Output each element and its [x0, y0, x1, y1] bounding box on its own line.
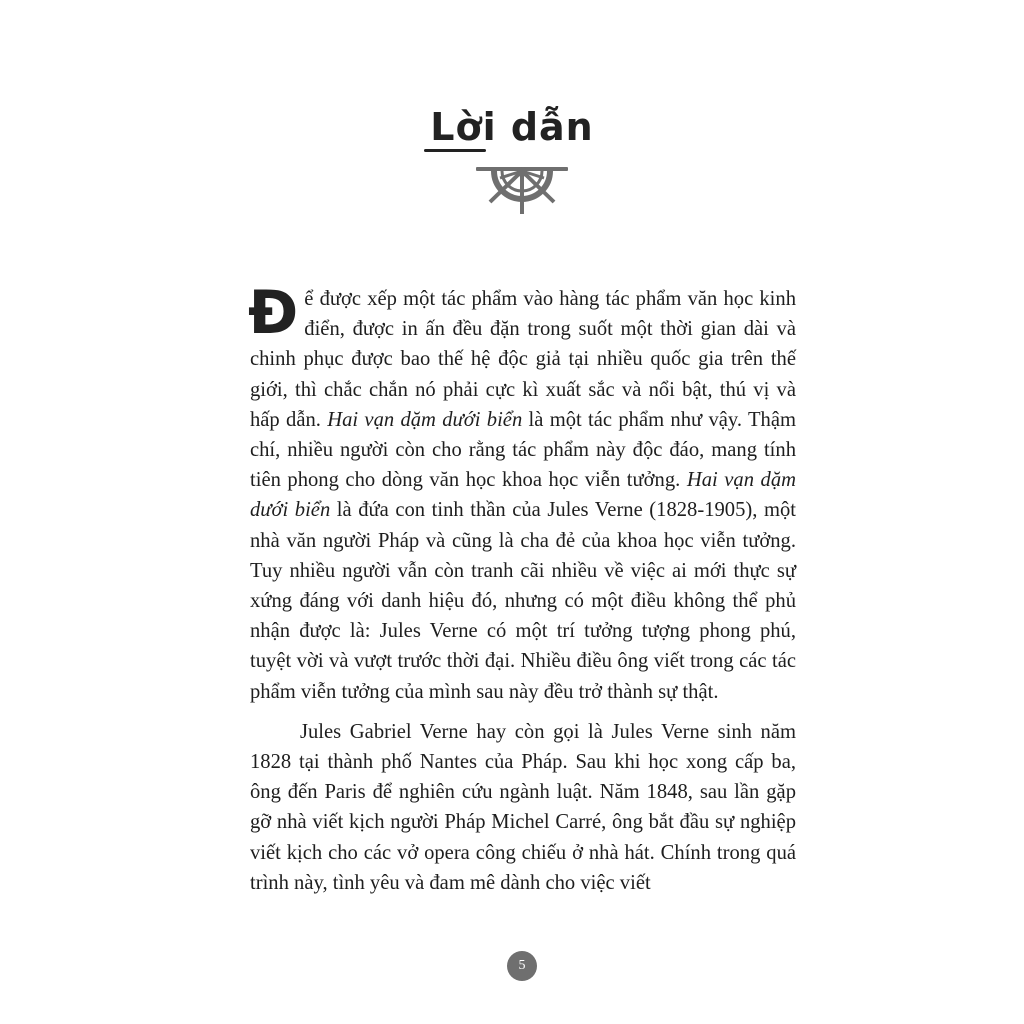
chapter-header: [0, 105, 1024, 149]
book-title-italic-1: Hai vạn dặm dưới biển: [327, 408, 523, 431]
book-title-italic-2: Hai vạn dặm dưới biển: [250, 469, 797, 522]
chapter-title-text: Lời dẫn: [430, 105, 594, 149]
paragraph-2: Jules Gabriel Verne hay còn gọi là Jules Verne sinh năm 1828 tại thành phố Nantes của Pháp. Sau khi học xong cấp ba, ông đến Paris để nghiên cứu ngành luật. Năm 1848, sau lần gặp gỡ nhà viết kịch người Pháp Michel Carré, ông bắt đầu sự nghiệp viết kịch cho các vở opera công chiếu ở nhà hát. Chính trong quá trình này, tình yêu và đam mê dành cho việc viết: [250, 720, 796, 894]
chapter-title: [430, 105, 594, 149]
title-underline: [424, 149, 486, 152]
paragraph-1-text-c: là đứa con tinh thần của Jules Verne (1828-1905), một nhà văn người Pháp và cũng là cha đẻ của khoa học viễn tưởng. Tuy nhiều người vẫn còn tranh cãi nhiều về việc ai mới thực sự xứng đáng với danh hiệu đó, nhưng có một điều không thể phủ nhận được là: Jules Verne có một trí tưởng tượng phong phú, tuyệt vời và vượt trước thời đại. Nhiều điều ông viết trong các tác phẩm viễn tưởng của mình sau này đều trở thành sự thật.: [250, 499, 796, 703]
ship-wheel-icon: [472, 164, 572, 220]
paragraph-1: [248, 278, 797, 707]
paragraph-1-text-b: là một tác phẩm như vậy. Thậm chí, nhiều người còn cho rằng tác phẩm này độc đáo, mang tính tiên phong cho dòng văn học khoa học viễn tưởng.: [250, 408, 796, 492]
body-text: [248, 278, 797, 898]
page-number-badge: 5: [507, 951, 537, 981]
paragraph-1-text-a: ể được xếp một tác phẩm vào hàng tác phẩm văn học kinh điển, được in ấn đều đặn trong suốt một thời gian dài và chinh phục được bao thế hệ độc giả tại nhiều quốc gia trên thế giới, thì chắc chắn nó phải cực kì xuất sắc và nổi bật, thú vị và hấp dẫn.: [250, 288, 796, 431]
drop-cap: Đ: [248, 278, 299, 348]
